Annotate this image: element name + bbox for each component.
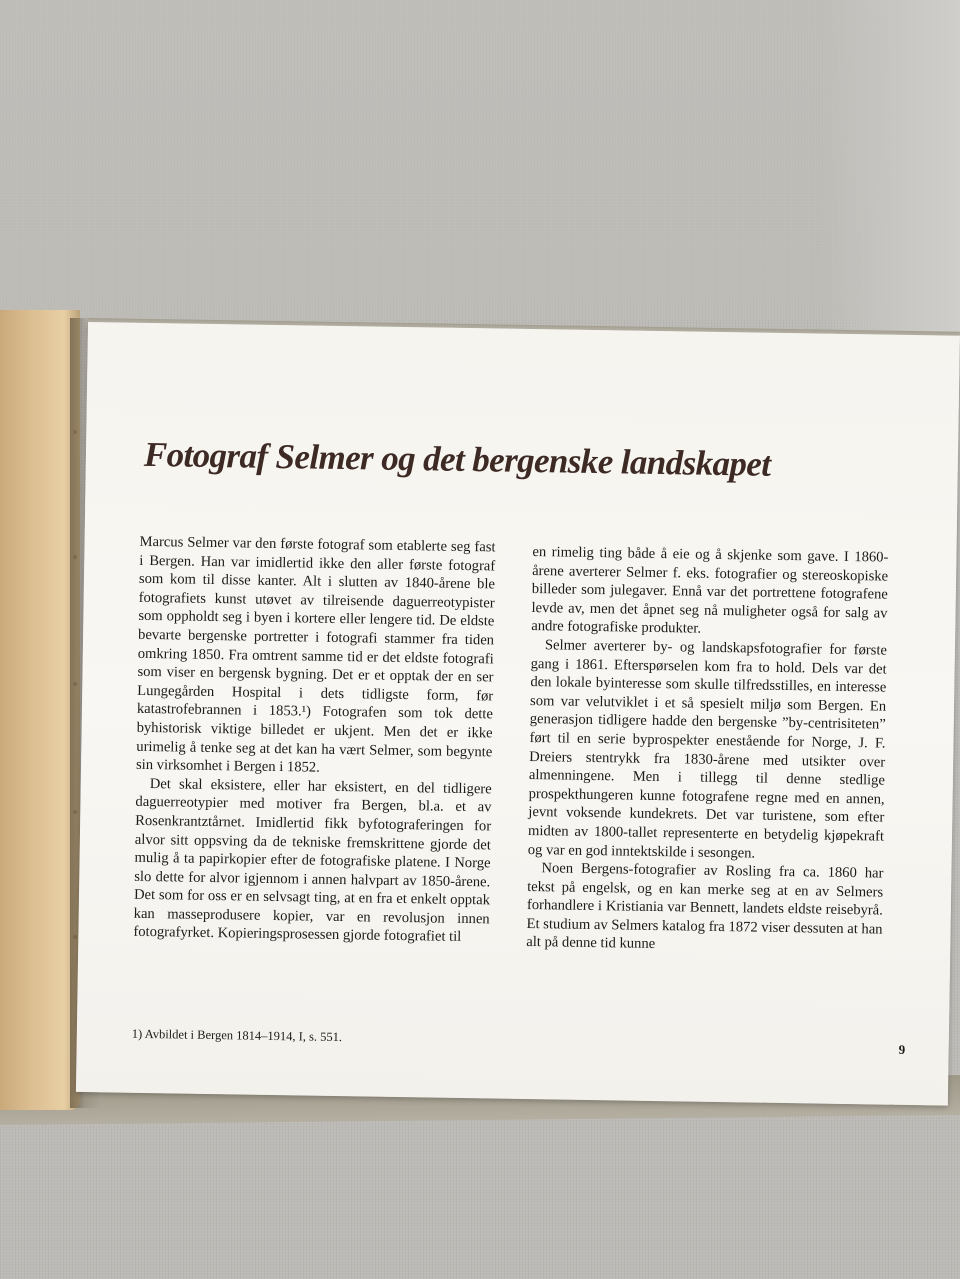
book-page [76, 322, 960, 1106]
binding-stitch [73, 682, 77, 686]
text-column-right [526, 543, 888, 958]
paragraph: Selmer averterer by- og landskapsfotografier for første gang i 1861. Efterspørselen kom fra to hold. Dels var det den lokale byinteresse som skulle tilfredsstilles, en interesse som var velutviklet i et så spesielt miljø som Bergen. En generasjon tidligere hadde den bergenske ”by-centrisiteten” ført til en serie byprospekter enestående for Norge, J. F. Dreiers stentrykk fra 1830-årene med utsikter over almenningene. Men i tillegg til denne stedlige prospekthungeren kunne fotografene regne med en annen, jevnt voksende kundekrets. Det var turistene, som efter midten av 1800-tallet representerte en betydelig kjøpekraft og var en god inntektskilde i sesongen. [527, 637, 888, 862]
left-page-edge [0, 310, 80, 1110]
paragraph: Marcus Selmer var den første fotograf som etablerte seg fast i Bergen. Han var imidlertid ikke den aller første fotograf som kom til disse kanter. Alt i slutten av 1840-årene ble fotografiets kunst utøvet av tilreisende daguerreotypister som oppholdt seg i byen i kortere eller lengere tid. De eldste bevarte bergenske portretter i fotografi stammer fra tiden omkring 1850. Fra omtrent samme tid er det eldste fotografi som viser en bergensk bygning. Det er et opptak der en ser Lungegården Hospital i dets tidligste form, før katastrofebrannen i 1853.¹) Fotografen som tok dette byhistorisk viktige billedet er ukjent. Men det er ikke urimelig å tenke seg at det kan ha vært Selmer, som begynte sin virksomhet i Bergen i 1852. [135, 533, 496, 776]
text-column-left [133, 533, 495, 948]
paragraph: en rimelig ting både å eie og å skjenke som gave. I 1860-årene averterer Selmer f. eks. fotografier og stereoskopiske billeder som julegaver. Ennå var det portrettene fotografene levde av, men det åpnet seg nå muligheter også for salg av andre fotografiske produkter. [531, 544, 889, 638]
page-number: 9 [898, 1041, 906, 1057]
binding-stitch [73, 555, 77, 559]
footnote: 1) Avbildet i Bergen 1814–1914, I, s. 551. [131, 1026, 343, 1045]
binding-stitch [73, 430, 77, 434]
binding-stitch [73, 935, 77, 939]
paragraph: Det skal eksistere, eller har eksistert, en del tidligere daguerreotypier med motiver fra Bergen, bl.a. et av Rosenkrantztårnet. Imidlertid fikk byfotograferingen for alvor sitt oppsving da de tekniske fremskrittene gjorde det mulig å ta papirkopier efter de fotografiske platene. I Norge slo dette for alvor igjennom i annen halvpart av 1850-årene. Det som for oss er en selvsagt ting, at en fra et enkelt opptak kan masseprodusere kopier, var en revolusjon innen fotografyrket. Kopieringsprosessen gjorde fotografiet til [133, 775, 492, 946]
binding-stitch [73, 810, 77, 814]
chapter-title: Fotograf Selmer og det bergenske landskapet [143, 434, 771, 484]
paragraph: Noen Bergens-fotografier av Rosling fra ca. 1860 har tekst på engelsk, og en kan merke seg at en av Selmers forhandlere i Kristiania var Bennett, landets eldste reisebyrå. Et studium av Selmers katalog fra 1872 viser dessuten at han alt på denne tid kunne [526, 860, 884, 953]
